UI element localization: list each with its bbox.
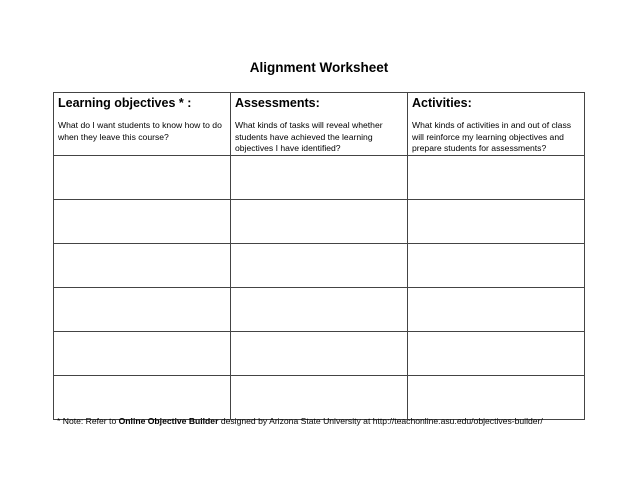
objective-cell[interactable] [54, 331, 231, 375]
activity-cell[interactable] [408, 199, 585, 243]
column-description: What kinds of activities in and out of class will reinforce my learning objectives and prepare students for assessments? [412, 120, 572, 153]
column-heading: Activities: [412, 96, 472, 110]
activity-cell[interactable] [408, 331, 585, 375]
column-description: What do I want students to know how to do when they leave this course? [58, 120, 222, 142]
footnote [57, 416, 543, 426]
table-row [54, 155, 585, 199]
assessment-cell[interactable] [231, 331, 408, 375]
assessment-cell[interactable] [231, 287, 408, 331]
objective-cell[interactable] [54, 199, 231, 243]
footnote-suffix: designed by Arizona State University at http://teachonline.asu.edu/objectives-builder/ [218, 416, 543, 426]
table-row [54, 199, 585, 243]
assessment-cell[interactable] [231, 375, 408, 419]
header-row [54, 93, 585, 156]
objective-cell[interactable] [54, 155, 231, 199]
activity-cell[interactable] [408, 155, 585, 199]
activity-cell[interactable] [408, 243, 585, 287]
footnote-prefix: * Note: Refer to [57, 416, 119, 426]
activity-cell[interactable] [408, 287, 585, 331]
column-heading: Assessments: [235, 96, 320, 110]
column-description: What kinds of tasks will reveal whether students have achieved the learning objectives I have identified? [235, 120, 383, 153]
header-assessments [231, 93, 408, 156]
header-learning-objectives [54, 93, 231, 156]
column-heading: Learning objectives * : [58, 96, 192, 110]
table-row [54, 287, 585, 331]
footnote-tool-name: Online Objective Builder [118, 416, 219, 426]
objective-cell[interactable] [54, 287, 231, 331]
objective-cell[interactable] [54, 375, 231, 419]
objective-cell[interactable] [54, 243, 231, 287]
assessment-cell[interactable] [231, 155, 408, 199]
table-row [54, 243, 585, 287]
table-row [54, 331, 585, 375]
activity-cell[interactable] [408, 375, 585, 419]
assessment-cell[interactable] [231, 199, 408, 243]
assessment-cell[interactable] [231, 243, 408, 287]
header-activities [408, 93, 585, 156]
table-row [54, 375, 585, 419]
worksheet-title: Alignment Worksheet [249, 60, 389, 75]
alignment-table [53, 92, 585, 420]
